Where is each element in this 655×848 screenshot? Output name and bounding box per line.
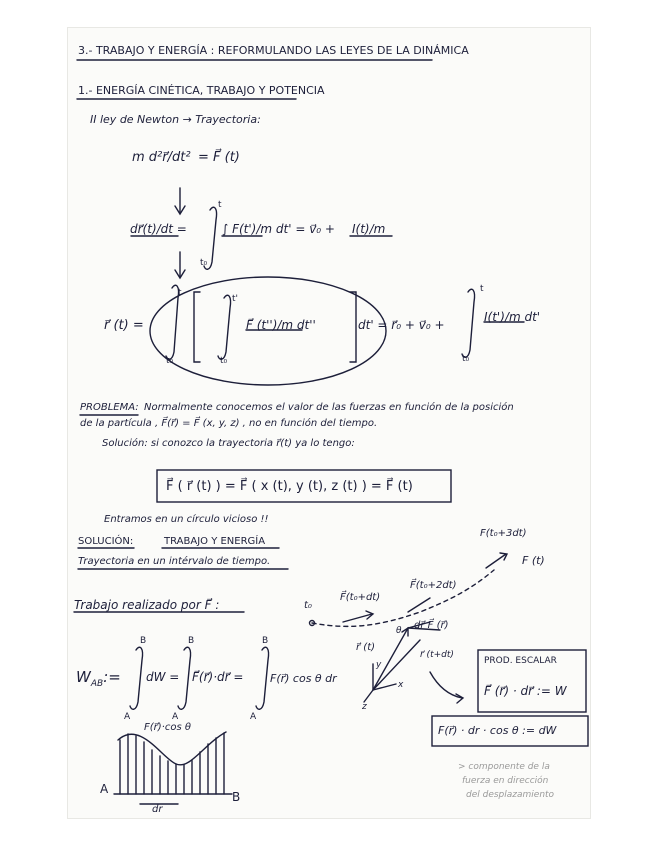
scalar-box-label: PROD. ESCALAR xyxy=(484,656,557,666)
eq3-upper-outer: t xyxy=(178,288,182,298)
label-z: z xyxy=(362,702,367,712)
eq2-lower: t₀ xyxy=(200,258,208,268)
label-dr-f: dr⃗ F⃗ (r⃗) xyxy=(414,620,449,631)
graph-label-a: A xyxy=(100,782,109,796)
label-theta: θ xyxy=(396,626,402,636)
problem-line3: Solución: si conozco la trayectoria r⃗(t) ya lo tengo: xyxy=(102,438,355,449)
work-term3: F(r⃗) cos θ dr xyxy=(270,672,337,685)
work-upper-2: B xyxy=(188,636,195,646)
work-upper-3: B xyxy=(262,636,269,646)
scalar-box-eq: F⃗ (r⃗) · dr⃗ := W xyxy=(484,684,567,698)
eq3-lower-inner: t₀ xyxy=(220,356,228,366)
eq1-rhs: = F⃗ (t) xyxy=(198,150,240,165)
component-box-eq: F(r⃗) · dr · cos θ := dW xyxy=(438,724,557,737)
subsection-title: 1.- ENERGÍA CINÉTICA, TRABAJO Y POTENCIA xyxy=(78,84,325,97)
eq3-upper-inner: t' xyxy=(232,294,239,304)
label-r-t-dt: r⃗ (t+dt) xyxy=(420,650,454,660)
component-note-1: > componente de la xyxy=(458,762,550,772)
graph-label-b: B xyxy=(232,790,241,804)
work-term1: dW = xyxy=(146,670,180,684)
label-y: y xyxy=(376,660,382,670)
section-title: 3.- TRABAJO Y ENERGÍA : REFORMULANDO LAS LEYES DE LA DINÁMICA xyxy=(78,44,469,57)
graph-label-dr: dr xyxy=(152,804,163,815)
graph-curve xyxy=(118,732,226,765)
eq3-upper-right: t xyxy=(480,284,484,294)
newton-heading: II ley de Newton → Trayectoria: xyxy=(90,113,261,126)
work-def: := xyxy=(103,668,121,686)
eq3-impulse: I(t')/m dt' xyxy=(484,310,541,324)
work-term2: F⃗(r⃗)·dr⃗ = xyxy=(192,670,244,684)
eq2-upper: t xyxy=(218,200,222,210)
eq3-lower-right: t₀ xyxy=(462,354,470,364)
work-lower-3: A xyxy=(250,712,257,722)
eq3-lower-outer: t₀ xyxy=(166,356,174,366)
trajectory-note: Trayectoria en un intérvalo de tiempo. xyxy=(78,556,271,567)
problem-line2: de la partícula , F⃗(r⃗) = F⃗ (x, y, z) , no en función del tiempo. xyxy=(80,418,378,429)
eq1-lhs: m d²r⃗/dt² xyxy=(132,150,191,165)
problem-line1: Normalmente conocemos el valor de las fuerzas en función de la posición xyxy=(144,402,514,413)
force-arrow-3 xyxy=(486,554,506,568)
solution-label: SOLUCIÓN: xyxy=(78,536,134,547)
label-x: x xyxy=(398,680,404,690)
work-lower-1: A xyxy=(124,712,131,722)
eq2-lhs: dr⃗(t)/dt = xyxy=(130,222,187,236)
eq3-outer: dt' = r⃗₀ + v⃗₀ + xyxy=(358,318,445,332)
integral-sign-4 xyxy=(462,289,475,357)
circle-note: Entramos en un círculo vicioso !! xyxy=(104,514,269,525)
eq2-integral: ∫ F(t')/m dt' = v⃗₀ + xyxy=(222,222,335,236)
axis-z xyxy=(364,690,373,702)
label-f-t: F (t) xyxy=(522,554,545,567)
work-sub: AB xyxy=(90,679,104,689)
label-r-t: r⃗ (t) xyxy=(356,642,376,653)
eq3-inner: F⃗ (t'')/m dt'' xyxy=(246,318,316,332)
work-heading: Trabajo realizado por F⃗ : xyxy=(74,598,220,612)
work-w: W xyxy=(76,668,91,686)
boxed-equation: F⃗ ( r⃗ (t) ) = F⃗ ( x (t), y (t), z (t) ) = F⃗ (t) xyxy=(166,479,413,494)
force-arrow-2 xyxy=(408,598,430,612)
work-upper-1: B xyxy=(140,636,147,646)
label-f-t0-dt: F⃗(t₀+dt) xyxy=(340,592,381,603)
problem-label: PROBLEMA: xyxy=(80,402,139,413)
eq3-lhs: r⃗ (t) = xyxy=(104,318,144,333)
eq2-impulse: I(t)/m xyxy=(352,222,386,236)
component-note-3: del desplazamiento xyxy=(466,790,555,800)
label-f-t0-3dt: F(t₀+3dt) xyxy=(480,528,527,539)
label-t0: t₀ xyxy=(304,600,312,611)
component-note-2: fuerza en dirección xyxy=(462,776,549,786)
solution-text: TRABAJO Y ENERGÍA xyxy=(164,536,266,547)
work-lower-2: A xyxy=(172,712,179,722)
work-lhs xyxy=(76,668,121,689)
label-f-t0-2dt: F⃗(t₀+2dt) xyxy=(410,580,457,591)
left-bracket xyxy=(194,292,200,362)
right-bracket xyxy=(350,292,356,362)
integral-sign-3 xyxy=(218,295,231,359)
graph-curve-label: F(r⃗)·cos θ xyxy=(144,722,191,733)
